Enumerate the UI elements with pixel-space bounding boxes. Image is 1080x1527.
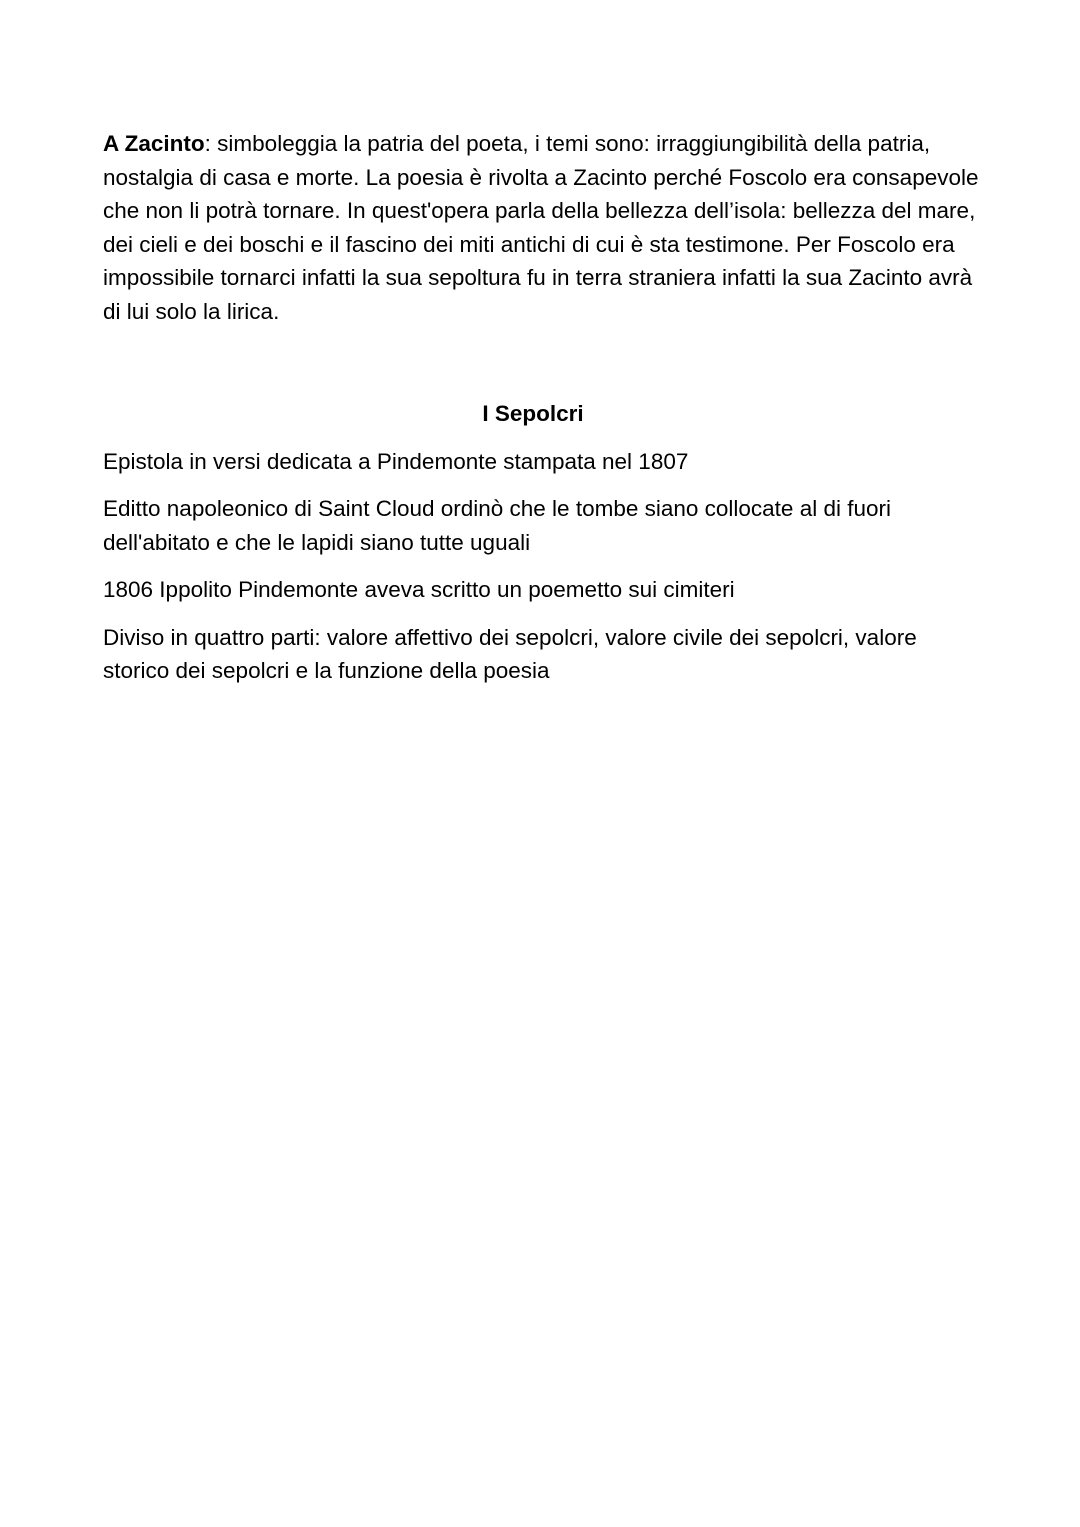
sepolcri-item-epistola: Epistola in versi dedicata a Pindemonte stampata nel 1807 xyxy=(103,448,689,474)
sepolcri-item-parti: Diviso in quattro parti: valore affettivo dei sepolcri, valore civile dei sepolcri, valore storico dei sepolcri e la funzione della poesia xyxy=(103,624,917,683)
zacinto-paragraph xyxy=(103,127,983,328)
document-body xyxy=(103,127,983,688)
zacinto-text: : simboleggia la patria del poeta, i temi sono: irraggiungibilità della patria, nostalgia di casa e morte. La poesia è rivolta a Zacinto perché Foscolo era consapevole che non li potrà tornare. In quest'opera parla della bellezza dell’isola: bellezza del mare, dei cieli e dei boschi e il fascino dei miti antichi di cui è sta testimone. Per Foscolo era impossibile tornarci infatti la sua sepoltura fu in terra straniera infatti la sua Zacinto avrà di lui solo la lirica. xyxy=(103,131,979,324)
sepolcri-item-editto: Editto napoleonico di Saint Cloud ordinò che le tombe siano collocate al di fuori dell'abitato e che le lapidi siano tutte uguali xyxy=(103,496,891,555)
sepolcri-item-pindemonte: 1806 Ippolito Pindemonte aveva scritto un poemetto sui cimiteri xyxy=(103,577,735,602)
zacinto-term: A Zacinto xyxy=(103,131,205,156)
sepolcri-heading: I Sepolcri xyxy=(482,401,584,426)
